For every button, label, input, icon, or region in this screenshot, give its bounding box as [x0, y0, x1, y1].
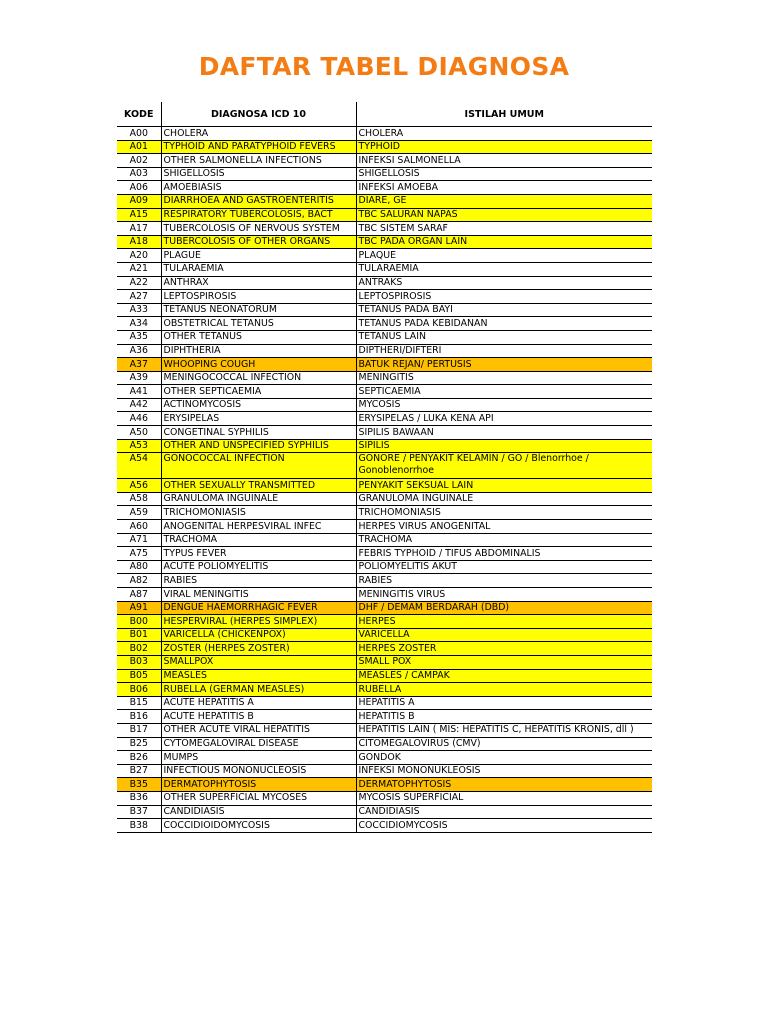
- cell-diagnosa: OTHER SEPTICAEMIA: [161, 385, 356, 399]
- cell-diagnosa: WHOOPING COUGH: [161, 358, 356, 372]
- cell-diagnosa: GONOCOCCAL INFECTION: [161, 453, 356, 479]
- cell-kode: B02: [117, 642, 161, 656]
- cell-diagnosa: CANDIDIASIS: [161, 805, 356, 819]
- cell-istilah: MEASLES / CAMPAK: [356, 669, 652, 683]
- cell-diagnosa: OBSTETRICAL TETANUS: [161, 317, 356, 331]
- cell-diagnosa: OTHER TETANUS: [161, 330, 356, 344]
- table-row: [117, 453, 652, 479]
- table-header-row: [117, 102, 652, 127]
- cell-kode: B00: [117, 615, 161, 629]
- header-kode: KODE: [117, 102, 161, 127]
- cell-diagnosa: DIPHTHERIA: [161, 344, 356, 358]
- cell-diagnosa: CONGETINAL SYPHILIS: [161, 426, 356, 440]
- table-row: [117, 317, 652, 331]
- table-row: [117, 791, 652, 805]
- cell-kode: A75: [117, 547, 161, 561]
- cell-kode: B16: [117, 710, 161, 724]
- cell-diagnosa: INFECTIOUS MONONUCLEOSIS: [161, 764, 356, 778]
- cell-diagnosa: TUBERCOLOSIS OF OTHER ORGANS: [161, 235, 356, 249]
- table-row: [117, 683, 652, 697]
- cell-diagnosa: HESPERVIRAL (HERPES SIMPLEX): [161, 615, 356, 629]
- header-diagnosa: DIAGNOSA ICD 10: [161, 102, 356, 127]
- cell-kode: B38: [117, 819, 161, 833]
- cell-kode: A37: [117, 358, 161, 372]
- cell-diagnosa: TULARAEMIA: [161, 262, 356, 276]
- cell-istilah: RUBELLA: [356, 683, 652, 697]
- cell-kode: A09: [117, 194, 161, 208]
- cell-istilah: TULARAEMIA: [356, 262, 652, 276]
- cell-kode: A87: [117, 588, 161, 602]
- cell-kode: A56: [117, 479, 161, 493]
- table-row: [117, 194, 652, 208]
- cell-diagnosa: ACTINOMYCOSIS: [161, 398, 356, 412]
- table-body: [117, 127, 652, 833]
- header-istilah: ISTILAH UMUM: [356, 102, 652, 127]
- table-row: [117, 669, 652, 683]
- cell-istilah: TETANUS PADA BAYI: [356, 303, 652, 317]
- cell-diagnosa: MUMPS: [161, 751, 356, 765]
- cell-istilah: MENINGITIS: [356, 371, 652, 385]
- cell-diagnosa: ERYSIPELAS: [161, 412, 356, 426]
- cell-kode: A15: [117, 208, 161, 222]
- cell-kode: A27: [117, 290, 161, 304]
- cell-diagnosa: TUBERCOLOSIS OF NERVOUS SYSTEM: [161, 222, 356, 236]
- cell-istilah: HEPATITIS B: [356, 710, 652, 724]
- cell-kode: A06: [117, 181, 161, 195]
- cell-kode: B36: [117, 791, 161, 805]
- cell-diagnosa: TYPUS FEVER: [161, 547, 356, 561]
- cell-istilah: HERPES VIRUS ANOGENITAL: [356, 520, 652, 534]
- cell-diagnosa: CHOLERA: [161, 127, 356, 141]
- cell-istilah: GONORE / PENYAKIT KELAMIN / GO / Blenorrhoe / Gonoblenorrhoe: [356, 453, 652, 479]
- cell-diagnosa: COCCIDIOIDOMYCOSIS: [161, 819, 356, 833]
- table-row: [117, 574, 652, 588]
- table-row: [117, 696, 652, 710]
- cell-istilah: TBC SISTEM SARAF: [356, 222, 652, 236]
- cell-istilah: VARICELLA: [356, 628, 652, 642]
- table-row: [117, 655, 652, 669]
- cell-kode: B35: [117, 778, 161, 792]
- cell-kode: A50: [117, 426, 161, 440]
- cell-istilah: TBC SALURAN NAPAS: [356, 208, 652, 222]
- table-row: [117, 426, 652, 440]
- cell-istilah: PLAQUE: [356, 249, 652, 263]
- cell-diagnosa: TETANUS NEONATORUM: [161, 303, 356, 317]
- table-row: [117, 154, 652, 168]
- cell-diagnosa: VARICELLA (CHICKENPOX): [161, 628, 356, 642]
- table-row: [117, 533, 652, 547]
- cell-diagnosa: TYPHOID AND PARATYPHOID FEVERS: [161, 140, 356, 154]
- cell-istilah: INFEKSI AMOEBA: [356, 181, 652, 195]
- cell-diagnosa: LEPTOSPIROSIS: [161, 290, 356, 304]
- cell-diagnosa: MENINGOCOCCAL INFECTION: [161, 371, 356, 385]
- cell-kode: A53: [117, 439, 161, 453]
- cell-kode: A01: [117, 140, 161, 154]
- cell-diagnosa: TRACHOMA: [161, 533, 356, 547]
- table-row: [117, 181, 652, 195]
- table-row: [117, 385, 652, 399]
- cell-diagnosa: PLAGUE: [161, 249, 356, 263]
- cell-istilah: DHF / DEMAM BERDARAH (DBD): [356, 601, 652, 615]
- cell-istilah: ERYSIPELAS / LUKA KENA API: [356, 412, 652, 426]
- table-row: [117, 805, 652, 819]
- table-row: [117, 492, 652, 506]
- cell-diagnosa: OTHER SALMONELLA INFECTIONS: [161, 154, 356, 168]
- cell-diagnosa: MEASLES: [161, 669, 356, 683]
- cell-kode: A60: [117, 520, 161, 534]
- cell-kode: A36: [117, 344, 161, 358]
- cell-istilah: HEPATITIS A: [356, 696, 652, 710]
- cell-diagnosa: DIARRHOEA AND GASTROENTERITIS: [161, 194, 356, 208]
- table-row: [117, 262, 652, 276]
- table-row: [117, 167, 652, 181]
- table-row: [117, 344, 652, 358]
- cell-istilah: TETANUS LAIN: [356, 330, 652, 344]
- cell-kode: A21: [117, 262, 161, 276]
- cell-kode: A34: [117, 317, 161, 331]
- cell-istilah: TRACHOMA: [356, 533, 652, 547]
- cell-kode: A46: [117, 412, 161, 426]
- cell-istilah: DIARE, GE: [356, 194, 652, 208]
- cell-diagnosa: OTHER SEXUALLY TRANSMITTED: [161, 479, 356, 493]
- cell-kode: A91: [117, 601, 161, 615]
- table-row: [117, 615, 652, 629]
- cell-istilah: POLIOMYELITIS AKUT: [356, 560, 652, 574]
- table-row: [117, 290, 652, 304]
- cell-diagnosa: VIRAL MENINGITIS: [161, 588, 356, 602]
- cell-kode: B06: [117, 683, 161, 697]
- cell-kode: B37: [117, 805, 161, 819]
- cell-diagnosa: ANOGENITAL HERPESVIRAL INFEC: [161, 520, 356, 534]
- table-row: [117, 560, 652, 574]
- table-row: [117, 778, 652, 792]
- cell-istilah: CHOLERA: [356, 127, 652, 141]
- table-row: [117, 751, 652, 765]
- table-row: [117, 764, 652, 778]
- cell-diagnosa: OTHER ACUTE VIRAL HEPATITIS: [161, 723, 356, 737]
- cell-kode: A00: [117, 127, 161, 141]
- cell-istilah: LEPTOSPIROSIS: [356, 290, 652, 304]
- cell-kode: A59: [117, 506, 161, 520]
- cell-diagnosa: DERMATOPHYTOSIS: [161, 778, 356, 792]
- table-row: [117, 710, 652, 724]
- cell-istilah: TYPHOID: [356, 140, 652, 154]
- cell-istilah: GONDOK: [356, 751, 652, 765]
- cell-diagnosa: SMALLPOX: [161, 655, 356, 669]
- table-row: [117, 358, 652, 372]
- cell-istilah: DERMATOPHYTOSIS: [356, 778, 652, 792]
- table-row: [117, 588, 652, 602]
- table-row: [117, 547, 652, 561]
- cell-kode: A20: [117, 249, 161, 263]
- cell-istilah: CANDIDIASIS: [356, 805, 652, 819]
- cell-diagnosa: DENGUE HAEMORRHAGIC FEVER: [161, 601, 356, 615]
- cell-kode: B05: [117, 669, 161, 683]
- cell-diagnosa: ZOSTER (HERPES ZOSTER): [161, 642, 356, 656]
- cell-kode: A80: [117, 560, 161, 574]
- cell-diagnosa: GRANULOMA INGUINALE: [161, 492, 356, 506]
- cell-istilah: SIPILIS BAWAAN: [356, 426, 652, 440]
- cell-kode: A39: [117, 371, 161, 385]
- table-row: [117, 819, 652, 833]
- table-row: [117, 140, 652, 154]
- page-title: DAFTAR TABEL DIAGNOSA: [198, 52, 570, 81]
- cell-istilah: RABIES: [356, 574, 652, 588]
- cell-istilah: TETANUS PADA KEBIDANAN: [356, 317, 652, 331]
- table-row: [117, 235, 652, 249]
- cell-istilah: GRANULOMA INGUINALE: [356, 492, 652, 506]
- cell-istilah: TRICHOMONIASIS: [356, 506, 652, 520]
- cell-istilah: FEBRIS TYPHOID / TIFUS ABDOMINALIS: [356, 547, 652, 561]
- table-row: [117, 222, 652, 236]
- cell-istilah: SIPILIS: [356, 439, 652, 453]
- cell-istilah: DIPTHERI/DIFTERI: [356, 344, 652, 358]
- cell-istilah: HERPES: [356, 615, 652, 629]
- cell-kode: A03: [117, 167, 161, 181]
- table-row: [117, 628, 652, 642]
- cell-kode: B27: [117, 764, 161, 778]
- table-row: [117, 208, 652, 222]
- cell-istilah: MENINGITIS VIRUS: [356, 588, 652, 602]
- table-row: [117, 479, 652, 493]
- cell-diagnosa: RABIES: [161, 574, 356, 588]
- cell-istilah: HEPATITIS LAIN ( MIS: HEPATITIS C, HEPATITIS KRONIS, dll ): [356, 723, 652, 737]
- cell-diagnosa: CYTOMEGALOVIRAL DISEASE: [161, 737, 356, 751]
- cell-diagnosa: RESPIRATORY TUBERCOLOSIS, BACT: [161, 208, 356, 222]
- diagnosis-table: [117, 102, 652, 833]
- table-row: [117, 506, 652, 520]
- cell-istilah: BATUK REJAN/ PERTUSIS: [356, 358, 652, 372]
- cell-kode: A42: [117, 398, 161, 412]
- cell-istilah: HERPES ZOSTER: [356, 642, 652, 656]
- cell-kode: B17: [117, 723, 161, 737]
- cell-kode: B15: [117, 696, 161, 710]
- cell-istilah: INFEKSI MONONUKLEOSIS: [356, 764, 652, 778]
- cell-diagnosa: TRICHOMONIASIS: [161, 506, 356, 520]
- cell-kode: B03: [117, 655, 161, 669]
- cell-kode: A02: [117, 154, 161, 168]
- cell-kode: B01: [117, 628, 161, 642]
- table-row: [117, 303, 652, 317]
- cell-istilah: SEPTICAEMIA: [356, 385, 652, 399]
- diagnosis-table-container: [117, 102, 652, 833]
- cell-kode: A54: [117, 453, 161, 479]
- table-row: [117, 371, 652, 385]
- cell-diagnosa: SHIGELLOSIS: [161, 167, 356, 181]
- cell-istilah: MYCOSIS SUPERFICIAL: [356, 791, 652, 805]
- cell-diagnosa: OTHER SUPERFICIAL MYCOSES: [161, 791, 356, 805]
- table-row: [117, 737, 652, 751]
- cell-diagnosa: ACUTE POLIOMYELITIS: [161, 560, 356, 574]
- cell-kode: A71: [117, 533, 161, 547]
- cell-diagnosa: OTHER AND UNSPECIFIED SYPHILIS: [161, 439, 356, 453]
- table-row: [117, 723, 652, 737]
- table-row: [117, 398, 652, 412]
- cell-kode: A58: [117, 492, 161, 506]
- cell-kode: B25: [117, 737, 161, 751]
- cell-istilah: COCCIDIOMYCOSIS: [356, 819, 652, 833]
- cell-kode: A33: [117, 303, 161, 317]
- table-row: [117, 276, 652, 290]
- cell-diagnosa: ACUTE HEPATITIS B: [161, 710, 356, 724]
- cell-istilah: ANTRAKS: [356, 276, 652, 290]
- cell-diagnosa: ACUTE HEPATITIS A: [161, 696, 356, 710]
- table-row: [117, 330, 652, 344]
- cell-istilah: MYCOSIS: [356, 398, 652, 412]
- table-row: [117, 601, 652, 615]
- cell-kode: A82: [117, 574, 161, 588]
- cell-kode: A41: [117, 385, 161, 399]
- cell-istilah: PENYAKIT SEKSUAL LAIN: [356, 479, 652, 493]
- table-row: [117, 249, 652, 263]
- cell-diagnosa: ANTHRAX: [161, 276, 356, 290]
- cell-kode: A22: [117, 276, 161, 290]
- cell-istilah: SHIGELLOSIS: [356, 167, 652, 181]
- cell-istilah: INFEKSI SALMONELLA: [356, 154, 652, 168]
- cell-diagnosa: AMOEBIASIS: [161, 181, 356, 195]
- table-row: [117, 127, 652, 141]
- cell-istilah: CITOMEGALOVIRUS (CMV): [356, 737, 652, 751]
- table-row: [117, 439, 652, 453]
- table-row: [117, 642, 652, 656]
- table-row: [117, 520, 652, 534]
- cell-istilah: SMALL POX: [356, 655, 652, 669]
- cell-istilah: TBC PADA ORGAN LAIN: [356, 235, 652, 249]
- cell-diagnosa: RUBELLA (GERMAN MEASLES): [161, 683, 356, 697]
- cell-kode: A18: [117, 235, 161, 249]
- cell-kode: B26: [117, 751, 161, 765]
- table-row: [117, 412, 652, 426]
- cell-kode: A17: [117, 222, 161, 236]
- cell-kode: A35: [117, 330, 161, 344]
